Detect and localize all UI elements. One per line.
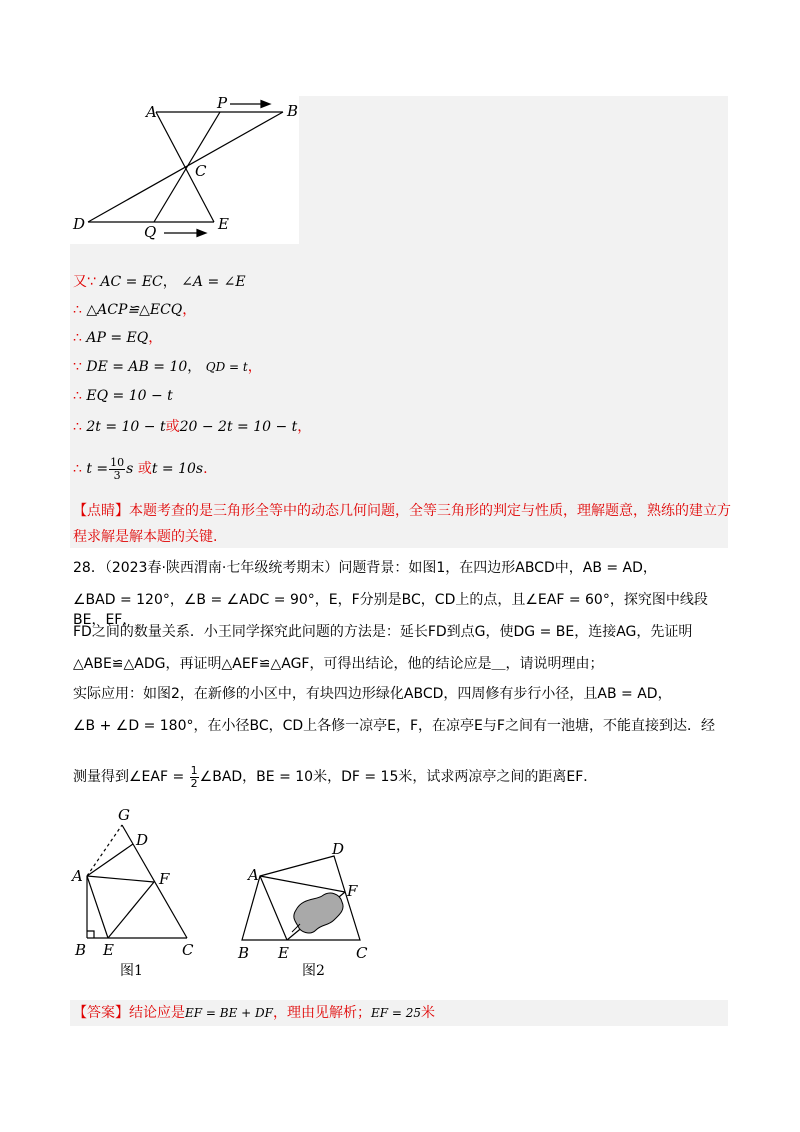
problem-28-line-7: 测量得到∠EAF = $\frac{1}{2}$ ∠BAD，BE = 10米，DF = 15米，试求两凉亭之间的距离EF． [73,763,598,790]
label-q: Q [144,223,157,241]
label-e: E [218,215,229,233]
label-p: P [217,96,228,112]
segment-db [88,112,283,222]
fraction-1-2: $\frac{1}{2}$ [190,763,198,790]
problem-28-line-1: 28．（2023春·陕西渭南·七年级统考期末）问题背景：如图1，在四边形ABCD中，AB = AD， [73,560,657,576]
fig1-label-g: G [118,806,130,824]
arrow-q [164,230,206,237]
dianjing-text: 本题考查的是三角形全等中的动态几何问题，全等三角形的判定与性质，理解题意，熟练的建立方程求解是解本题的关键. [73,503,731,545]
answer-tag: 【答案】 [73,1005,129,1021]
problem-28-line-5: 实际应用：如图2，在新修的小区中，有块四边形绿化ABCD，四周修有步行小径，且AB = AD， [73,686,672,702]
figure-2 [230,840,380,965]
top-geometry-figure [70,96,300,244]
label-d: D [73,215,86,233]
problem-28-line-3: FD之间的数量关系．小王同学探究此问题的方法是：延长FD到点G，使DG = BE，连接AG，先证明 [73,624,693,640]
figure-1 [70,800,210,965]
figure-2-caption: 图2 [302,963,325,979]
solution-line-2: ∴ △ACP≌△ECQ， [73,302,197,318]
fig2-label-e: E [278,944,289,962]
label-b: B [287,102,299,120]
solution-line-5: ∴ EQ = 10 − t [73,388,173,404]
dianjing-tag: 【点睛】 [73,503,129,519]
dianjing-note [73,498,733,550]
problem-28-line-6: ∠B + ∠D = 180°，在小径BC，CD上各修一凉亭E，F，在凉亭E与F之间有一池塘，不能直接到达．经 [73,718,715,734]
solution-line-3: ∴ AP = EQ， [73,330,163,346]
fig1-label-a: A [72,867,83,885]
fig1-label-b: B [75,941,87,959]
solution-line-4: ∵ DE = AB = 10， QD = t， [73,359,262,375]
fig1-label-f: F [159,870,170,888]
solution-line-7: ∴ t = $\frac{10}{3}$ s 或t = 10s. [73,455,208,482]
arrow-p [230,101,270,108]
pond-shape [294,893,343,933]
solution-line-1: 又∵ AC = EC， ∠A = ∠E [73,274,246,290]
answer-line: 【答案】结论应是EF = BE + DF，理由见解析；EF = 25米 [73,1005,436,1021]
label-a: A [146,103,157,121]
figure-1-caption: 图1 [120,963,143,979]
fig2-label-d: D [332,840,345,858]
fraction-10-3: $\frac{10}{3}$ [110,455,125,482]
fig2-label-b: B [238,944,250,962]
label-c: C [195,162,207,180]
solution-line-6: ∴ 2t = 10 − t或20 − 2t = 10 − t， [73,419,312,435]
fig1-label-e: E [103,941,114,959]
segment-pq [154,112,220,222]
problem-28-line-2: ∠BAD = 120°，∠B = ∠ADC = 90°，E，F分别是BC，CD上的点，且∠EAF = 60°，探究图中线段BE，EF， [73,592,708,628]
fig2-label-a: A [248,866,259,884]
fig2-label-f: F [347,882,358,900]
fig2-label-c: C [356,944,368,962]
problem-28-line-4: △ABE≌△ADG，再证明△AEF≌△AGF，可得出结论，他的结论应是＿，请说明理由； [73,656,604,672]
fig1-label-c: C [182,941,194,959]
fig1-label-d: D [136,831,149,849]
